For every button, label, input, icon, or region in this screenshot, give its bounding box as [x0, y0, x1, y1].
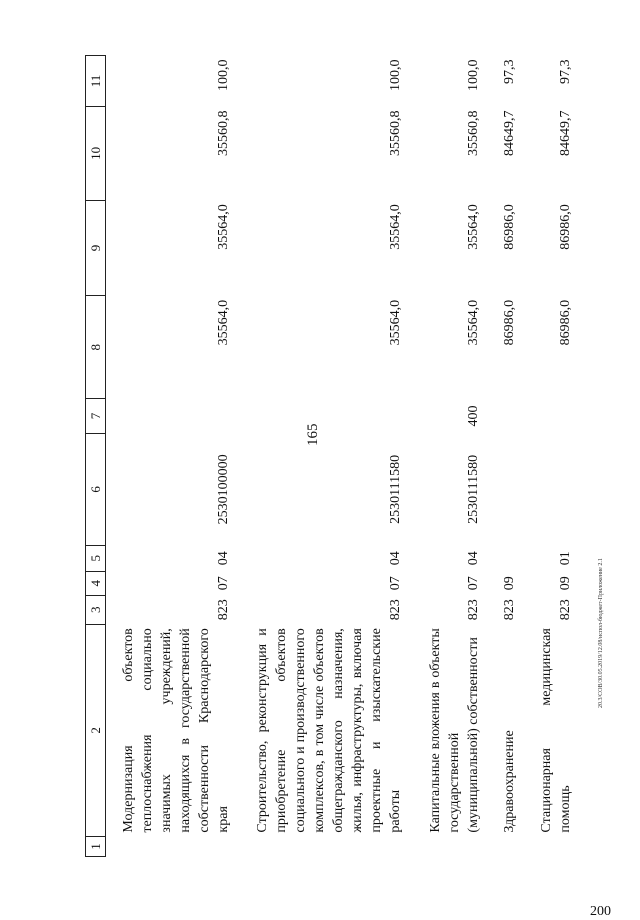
- cell-c5: [484, 545, 520, 571]
- cell-c11: 100,0: [215, 59, 231, 91]
- cell-c3: 823: [215, 599, 231, 621]
- row-name: Строительство, реконструкция и приобретение объектов социального и производственного комплексов, в том числе объектов общегражданского назначения, жилья, инфраструктуры, включая проектные и изыскательские работы: [254, 628, 403, 833]
- cell-c9: 35564,0: [387, 204, 403, 250]
- cell-c9: 86986,0: [501, 204, 517, 250]
- cell-c5: 01: [557, 551, 573, 566]
- cell-c4: 09: [501, 576, 517, 591]
- column-header: 7: [86, 399, 106, 434]
- cell-c9: 86986,0: [557, 204, 573, 250]
- row-name: Капитальные вложения в объекты государственной (муниципальной) собственности: [427, 628, 481, 833]
- cell-c4: 07: [465, 576, 481, 591]
- cell-c7: [234, 399, 406, 434]
- row-name: Здравоохранение: [501, 730, 517, 833]
- cell-c8: 35564,0: [465, 299, 481, 346]
- cell-c8: 86986,0: [557, 299, 573, 346]
- cell-c6: [484, 434, 520, 546]
- table-row: [484, 56, 520, 857]
- column-header: 10: [86, 106, 106, 200]
- cell-c7: 400: [465, 405, 481, 427]
- cell-c3: 823: [557, 599, 573, 621]
- cell-c10: 84649,7: [557, 110, 573, 156]
- rotated-table-area: [85, 55, 590, 857]
- cell-c10: 35560,8: [387, 110, 403, 156]
- cell-c10: 35560,8: [215, 110, 231, 156]
- cell-c3: 823: [387, 599, 403, 621]
- column-header: 4: [86, 571, 106, 595]
- budget-table: [85, 55, 576, 857]
- cell-c7: [484, 399, 520, 434]
- cell-c11: 100,0: [465, 59, 481, 91]
- cell-c5: 04: [215, 551, 231, 566]
- header-row: [86, 56, 106, 857]
- column-header: 3: [86, 595, 106, 624]
- cell-c10: 84649,7: [501, 110, 517, 156]
- cell-c4: 07: [215, 576, 231, 591]
- column-header: 9: [86, 200, 106, 296]
- row-name: Модернизация объектов теплоснабжения социально значимых учреждений, находящихся в государственной собственности Краснодарского края: [120, 628, 231, 833]
- table-row: [106, 56, 234, 857]
- cell-c8: 86986,0: [501, 299, 517, 346]
- cell-c9: 35564,0: [465, 204, 481, 250]
- cell-c6: [520, 434, 576, 546]
- table-row: [520, 56, 576, 857]
- cell-c8: 35564,0: [387, 299, 403, 346]
- cell-c3: 823: [465, 599, 481, 621]
- cell-c4: 07: [387, 576, 403, 591]
- cell-c11: 97,3: [557, 59, 573, 84]
- cell-c8: 35564,0: [215, 299, 231, 346]
- cell-c10: 35560,8: [465, 110, 481, 156]
- document-footer: 20.3/СОВ/30.05.2019/12.08/испол-бюджет-Приложение 2.1: [598, 558, 604, 708]
- cell-c5: 04: [465, 551, 481, 566]
- cell-c6: 2530111580: [465, 454, 481, 524]
- cell-c6: 2530111580: [387, 454, 403, 524]
- column-header: 1: [86, 837, 106, 857]
- column-header: 5: [86, 545, 106, 571]
- column-header: 2: [86, 624, 106, 836]
- cell-c11: 100,0: [387, 59, 403, 91]
- column-header: 11: [86, 56, 106, 107]
- cell-c6: 2530100000: [215, 454, 231, 525]
- cell-c9: 35564,0: [215, 204, 231, 250]
- table-row: [234, 56, 406, 857]
- column-header: 6: [86, 434, 106, 546]
- cell-c7: [106, 399, 234, 434]
- cell-c11: 97,3: [501, 59, 517, 84]
- table-row: [406, 56, 484, 857]
- page-number: 165: [305, 423, 321, 446]
- column-header: 8: [86, 296, 106, 399]
- cell-c3: 823: [501, 599, 517, 621]
- cell-c7: [520, 399, 576, 434]
- corner-number: 200: [590, 904, 611, 919]
- cell-c5: 04: [387, 551, 403, 566]
- cell-c4: 09: [557, 576, 573, 591]
- row-name: Стационарная медицинская помощь: [538, 628, 573, 833]
